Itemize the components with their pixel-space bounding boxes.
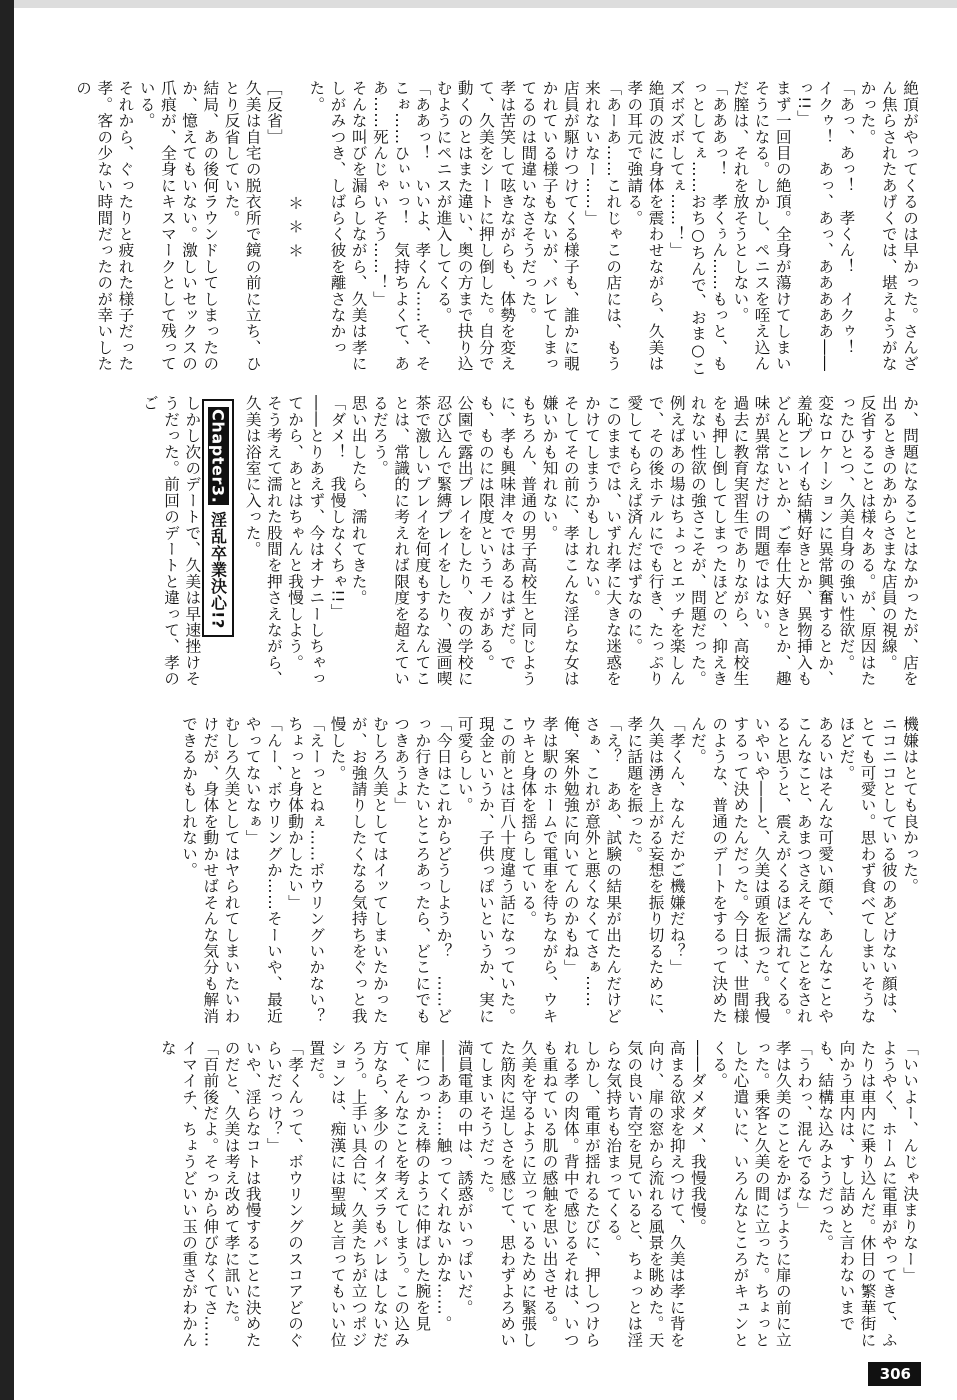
paragraph: 扉につっかえ棒のように伸ばした腕を見て、そんなことを考えてしまう。この込み方なら、多少のイタズラもバレはしないだろう。上手い具合に、久美たちが立つポジションは、痴漢には聖域と言ってもいい位置だ。 bbox=[307, 1040, 432, 1348]
paragraph: そしてその前に、孝はこんな淫らな女は嫌いかも知れない。 bbox=[540, 395, 580, 687]
paragraph: そう考えて濡れた股間を押さえながら、久美は浴室に入った。 bbox=[243, 395, 283, 687]
paragraph: 公園で露出プレイをしたり、夜の学校に忍び込んで緊縛プレイをしたり、漫画喫茶で激しいプレイを何度もするなんてことは、常識的に考えれば限度を超えているだろう。 bbox=[370, 395, 474, 687]
paragraph: 「うわっ、混んでるな」 bbox=[794, 1040, 813, 1219]
paragraph: いやいや――と、久美は頭を振った。我慢するって決めたんだった。今日は、世間様のような、普通のデートをするって決めたんだ。 bbox=[688, 716, 771, 1024]
paragraph: むしろ久美としてはヤられてしまいたいわけだが、身体を動かせばそんな気分も解消できるかもしれない。 bbox=[180, 716, 241, 1024]
paragraph: 「あーあ……これじゃこの店には、もう来れないなー……」 bbox=[582, 80, 623, 372]
paragraph: か、問題になることはなかったが、店を出るときのあからさまな店員の視線。 bbox=[879, 395, 919, 687]
paragraph: 満員電車の中は、誘惑がいっぱいだ。 bbox=[455, 1040, 474, 1316]
paragraph: 反省することは様々ある。が、原因はたったひとつ、久美自身の強い性欲だ。 bbox=[837, 395, 877, 687]
paragraph: 「孝くんって、ボウリングのスコアどのぐらいだっけ？」 bbox=[264, 1040, 305, 1348]
paragraph: ようやく、ホームに電車がやってきて、ふたりは車内に乗り込んだ。休日の繁華街に向かう車内は、すし詰めと言わないまでも、結構な込みようだった。 bbox=[816, 1040, 898, 1348]
paragraph: もちろん、普通の男子高校生と同じように、孝も興味津々ではあるはずだ。でも、ものには限度というモノがある。 bbox=[476, 395, 538, 687]
chapter-title: 淫乱卒業決心!? bbox=[208, 511, 228, 629]
paragraph: それから、ぐったりと疲れた様子だった孝。客の少ない時間だったのが幸いしたの bbox=[74, 80, 135, 372]
paragraph: 久美は自宅の脱衣所で鏡の前に立ち、ひとり反省していた。 bbox=[222, 80, 262, 372]
chapter-heading bbox=[202, 399, 233, 637]
paragraph: 孝は久美のことをかばうように扉の前に立った。乗客と久美の間に立った。ちょっとした心遣いに、いろんなところがキュンとくる。 bbox=[710, 1040, 792, 1348]
paragraph: むしろ久美としてはイッてしまいたかったが、お強請りしたくなる気持ちをぐっと我慢した。 bbox=[328, 716, 389, 1024]
paragraph: 「百前後だよ。そっから伸びなくてさ……イマイチ、ちょうどいい玉の重さがわかんな bbox=[158, 1040, 220, 1348]
scene-break: ＊＊＊ bbox=[286, 194, 305, 266]
paragraph: 変なロケーションに異常興奮するとか、羞恥プレイも結構好きとか、異物挿入もどんとこいとか、ご奉仕大好きとか、趣味が異常なだけの問題ではない。 bbox=[752, 395, 835, 687]
paragraph: 孝は苦笑して呟きながらも、体勢を変えて、久美をシートに押し倒した。自分で動くのとはまた違い、奥の方まで抉り込むようにペニスが進入してくる。 bbox=[434, 80, 517, 372]
paragraph: 「んー、ボウリングか……そーいや、最近やってないなぁ」 bbox=[243, 716, 283, 1024]
paragraph: 「あああっ！ 孝くぅん……もっと、もっとしてぇ……おち○ちんで、おま○こズボズボしてぇ……！」 bbox=[667, 80, 729, 377]
paragraph: しかし、電車が揺れるたびに、押しつけられる孝の肉体。背中で感じるそれは、いつも重ねている肌の感触を思い出させる。 bbox=[540, 1040, 601, 1348]
paragraph: 孝は駅のホームで電車を待ちながら、ウキウキと身体を揺らしている。 bbox=[519, 716, 559, 1024]
text-tier-4 bbox=[60, 1040, 920, 1358]
paragraph: 「孝くん、なんだかご機嫌だね？」 bbox=[667, 716, 686, 976]
paragraph: 「今日はこれからどうしようか？ ……どっか行きたいところあったら、どこにでもつきあうよ」 bbox=[392, 716, 453, 1024]
page-number: 306 bbox=[868, 1362, 921, 1386]
paragraph: このままでは、いずれ孝に大きな迷惑をかけてしまうかもしれない。 bbox=[582, 395, 623, 687]
text-tier-1 bbox=[60, 80, 920, 380]
paragraph: いや、淫らなコトは我慢することに決めたのだと、久美は考え改めて孝に訊いた。 bbox=[222, 1040, 262, 1348]
paragraph: 結局、あの後何ラウンドしてしまったのか、憶えてもいない。激しいセックスの爪痕が、全身にキスマークとして残っている。 bbox=[137, 80, 220, 372]
paragraph: 「ああっ！ いいよ、孝くん……そ、そこぉ……ひぃぃっ！ 気持ちよくて、ああ……死んじゃいそう……！」 bbox=[370, 80, 432, 372]
paragraph: しかし次のデートで、久美は早速挫けそうだった。前回のデートと違って、孝のご bbox=[140, 395, 202, 687]
paragraph: 絶頂の波に身体を震わせながら、久美は孝の耳元で強請る。 bbox=[625, 80, 665, 372]
chapter-tag: Chapter3. bbox=[208, 409, 228, 504]
page-top-edge bbox=[0, 0, 957, 8]
paragraph: まず一回目の絶頂。全身が蕩けてしまいそうになる。しかし、ペニスを咥え込んだ膣は、それを放そうとしない。 bbox=[731, 80, 792, 372]
paragraph: この前とは百八十度違う話になっていた。現金というか、子供っぽいというか、実に可愛らしい。 bbox=[455, 716, 517, 1024]
section-label: ［反省］ bbox=[264, 80, 283, 145]
page-left-edge bbox=[0, 0, 14, 1400]
paragraph: 「あっ、あっ！ 孝くん！ イクゥ！ イクゥ！ あっ、あっ、あああああ――っ!!」 bbox=[794, 80, 856, 372]
paragraph: 店員が駆けつけてくる様子も、誰かに覗かれている様子もないが、バレてしまってるのは間違いなさそうだった。 bbox=[519, 80, 580, 372]
paragraph: 思い出したら、濡れてきた。 bbox=[349, 395, 368, 606]
paragraph: ニコニコとしている彼のあどけない顔は、とても可愛い。思わず食べてしまいそうなほどだ。 bbox=[837, 716, 898, 1024]
paragraph: あるいはそんな可愛い顔で、あんなことやこんなこと、あまつさえそんなことをされると思うと、震えがくるほど濡れてくる。 bbox=[773, 716, 835, 1024]
paragraph: ――ダメダメ、我慢我慢。 bbox=[688, 1040, 707, 1235]
paragraph: 久美は湧き上がる妄想を振り切るために、孝に話題を振った。 bbox=[625, 716, 665, 1024]
text-tier-3 bbox=[60, 716, 920, 1040]
paragraph: ――ああ……触ってくれないかな……。 bbox=[434, 1040, 453, 1332]
paragraph: 過去に教育実習生でありながら、高校生をも押し倒してしまったほどの、抑えきれない性欲の強さこそが、問題だった。 bbox=[688, 395, 750, 687]
paragraph: 「ダメ！ 我慢しなくちゃ!!」 bbox=[328, 395, 347, 620]
paragraph: 「えーっとねぇ……ボウリングいかない？ ちょっと身体動かしたい」 bbox=[286, 716, 326, 1040]
paragraph: 「え？ ああ、試験の結果が出たんだけどさぁ、これが意外と悪くなくてさぁ……俺、案外勉強に向いてんのかもね」 bbox=[561, 716, 623, 1024]
paragraph: 久美を守るように立っているために緊張した筋肉に逞しさを感じて、思わずよろめいてしまいそうだった。 bbox=[476, 1040, 538, 1348]
paragraph: 機嫌はとても良かった。 bbox=[901, 716, 919, 895]
paragraph: 高まる欲求を抑えつけて、久美は孝に背を向け、扉の窓から流れる風景を眺めた。天気の良い青空を見ていると、ちょっとは淫らな気持ちも治まってくる。 bbox=[604, 1040, 686, 1348]
paragraph: そんな叫びを漏らしながら、久美は孝にしがみつき、しばらく彼を離さなかった。 bbox=[307, 80, 368, 372]
paragraph: 例えばあの場はちょっとエッチを楽しんで、その後ホテルにでも行き、たっぷり愛してもらえば済んだはずなのに。 bbox=[625, 395, 686, 687]
text-tier-2 bbox=[60, 395, 920, 700]
paragraph: ――とりあえず、今はオナニーしちゃってから、あとはちゃんと我慢しよう。 bbox=[286, 395, 326, 687]
paragraph: 「いいよー、んじゃ決まりなー」 bbox=[901, 1040, 919, 1283]
paragraph: 絶頂がやってくるのは早かった。さんざん焦らされたあげくでは、堪えようがなかった。 bbox=[858, 80, 919, 372]
